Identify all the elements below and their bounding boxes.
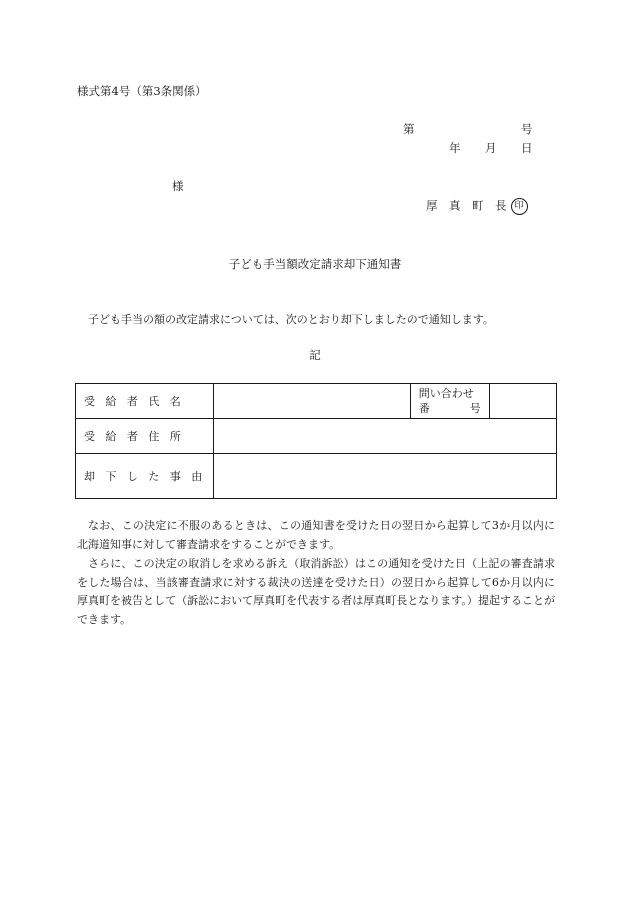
rejection-reason-field[interactable] (213, 454, 556, 499)
recipient-address-label: 受給者住所 (76, 419, 214, 454)
recipient-name-label: 受給者氏名 (76, 384, 214, 419)
table-row (76, 454, 557, 499)
issuer: 厚 真 町 長 (426, 198, 507, 213)
table-row (76, 384, 557, 419)
inquiry-label-line1: 問い合わせ (418, 387, 474, 400)
notes-paragraph-1: なお、この決定に不服のあるときは、この通知書を受けた日の翌日から起算して3か月以内に北海道知事に対して審査請求をすることができます。 (77, 519, 555, 551)
form-number: 様式第4号（第3条関係） (77, 84, 207, 98)
issuer-line (426, 198, 528, 215)
recipient-address-field[interactable] (213, 419, 556, 454)
recipient-suffix: 様 (172, 179, 184, 193)
notes-paragraph-2: さらに、この決定の取消しを求める訴え（取消訴訟）はこの通知を受けた日（上記の審査請求をした場合は、当該審査請求に対する裁決の送達を受けた日）の翌日から起算して6か月以内に厚真町を被告として（訴訟において厚真町を代表する者は厚真町長となります。）提起することができます。 (77, 557, 555, 626)
seal-mark: 印 (511, 198, 528, 215)
info-table (75, 383, 557, 499)
document-title: 子ども手当額改定請求却下通知書 (228, 257, 402, 271)
inquiry-label-go: 号 (469, 402, 481, 415)
inquiry-label-line2 (419, 401, 481, 416)
intro-text: 子ども手当の額の改定請求については、次のとおり却下しましたので通知します。 (88, 313, 494, 326)
doc-number-suffix: 号 (521, 122, 533, 136)
rejection-reason-label: 却下した事由 (76, 454, 214, 499)
ki-mark: 記 (309, 348, 321, 362)
inquiry-number-label (410, 384, 489, 419)
doc-number-prefix: 第 (403, 122, 415, 136)
recipient-name-field[interactable] (213, 384, 410, 419)
inquiry-label-ban: 番 (418, 402, 430, 415)
date-year: 年 (449, 141, 461, 155)
date-month: 月 (485, 141, 497, 155)
inquiry-number-field[interactable] (489, 384, 556, 419)
table-row (76, 419, 557, 454)
date-day: 日 (521, 141, 533, 155)
